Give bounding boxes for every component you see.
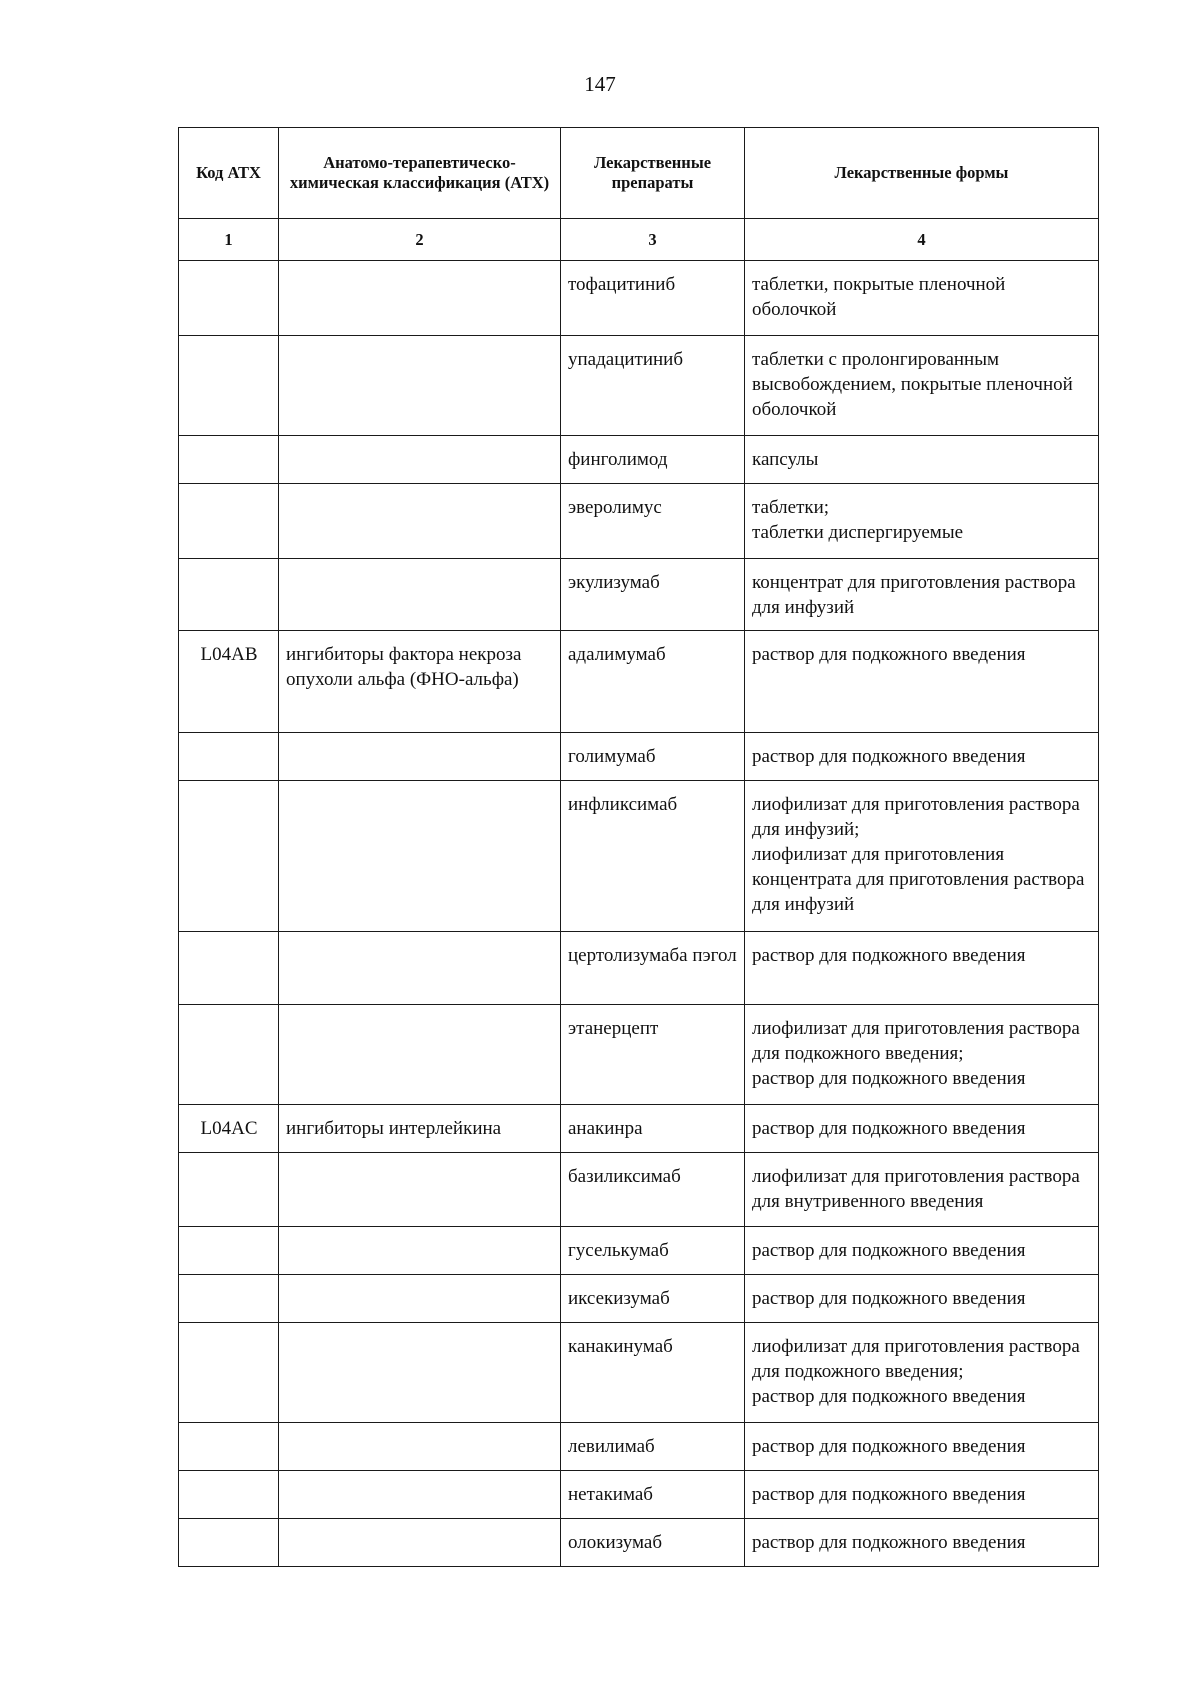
dosage-form-cell: таблетки; таблетки диспергируемые — [745, 484, 1099, 559]
drug-name-cell: анакинра — [561, 1105, 745, 1153]
table-row — [179, 1005, 1099, 1105]
table-row — [179, 1227, 1099, 1275]
table-row — [179, 1153, 1099, 1227]
atx-drug-table — [178, 127, 1099, 1567]
column-number: 1 — [179, 219, 279, 261]
atx-code-cell — [179, 436, 279, 484]
dosage-form-cell: лиофилизат для приготовления раствора для подкожного введения; раствор для подкожного введения — [745, 1323, 1099, 1423]
atx-class-cell — [279, 1005, 561, 1105]
atx-code-cell — [179, 1227, 279, 1275]
atx-code-cell — [179, 733, 279, 781]
atx-class-cell: ингибиторы интерлейкина — [279, 1105, 561, 1153]
atx-class-cell — [279, 559, 561, 631]
table-row — [179, 1275, 1099, 1323]
drug-name-cell: финголимод — [561, 436, 745, 484]
column-number: 2 — [279, 219, 561, 261]
atx-class-cell — [279, 932, 561, 1005]
header-atx-code: Код АТХ — [179, 128, 279, 219]
atx-class-cell — [279, 733, 561, 781]
atx-code-cell — [179, 261, 279, 336]
atx-class-cell — [279, 1227, 561, 1275]
table-row — [179, 631, 1099, 733]
table-row — [179, 733, 1099, 781]
atx-code-cell — [179, 781, 279, 932]
drug-name-cell: гуселькумаб — [561, 1227, 745, 1275]
atx-class-cell — [279, 1323, 561, 1423]
drug-name-cell: базиликсимаб — [561, 1153, 745, 1227]
drug-name-cell: инфликсимаб — [561, 781, 745, 932]
atx-class-cell — [279, 436, 561, 484]
atx-class-cell: ингибиторы фактора некроза опухоли альфа (ФНО-альфа) — [279, 631, 561, 733]
dosage-form-cell: капсулы — [745, 436, 1099, 484]
dosage-form-cell: раствор для подкожного введения — [745, 1519, 1099, 1567]
drug-name-cell: эверолимус — [561, 484, 745, 559]
table-row — [179, 1423, 1099, 1471]
atx-class-cell — [279, 781, 561, 932]
atx-code-cell — [179, 1323, 279, 1423]
page-number: 147 — [584, 72, 616, 96]
table-row — [179, 436, 1099, 484]
drug-name-cell: этанерцепт — [561, 1005, 745, 1105]
drug-name-cell: голимумаб — [561, 733, 745, 781]
dosage-form-cell: таблетки, покрытые пленочной оболочкой — [745, 261, 1099, 336]
dosage-form-cell: раствор для подкожного введения — [745, 1227, 1099, 1275]
column-number-row — [179, 219, 1099, 261]
atx-class-cell — [279, 484, 561, 559]
dosage-form-cell: раствор для подкожного введения — [745, 1105, 1099, 1153]
table-row — [179, 781, 1099, 932]
dosage-form-cell: лиофилизат для приготовления раствора для инфузий; лиофилизат для приготовления концентрата для приготовления раствора для инфузий — [745, 781, 1099, 932]
table-row — [179, 1471, 1099, 1519]
atx-class-cell — [279, 1153, 561, 1227]
dosage-form-cell: раствор для подкожного введения — [745, 1471, 1099, 1519]
atx-class-cell — [279, 1519, 561, 1567]
atx-code-cell: L04AB — [179, 631, 279, 733]
table-row — [179, 484, 1099, 559]
header-drugs: Лекарственные препараты — [561, 128, 745, 219]
header-dosage-forms: Лекарственные формы — [745, 128, 1099, 219]
atx-class-cell — [279, 336, 561, 436]
column-number: 3 — [561, 219, 745, 261]
atx-code-cell — [179, 932, 279, 1005]
table-row — [179, 559, 1099, 631]
dosage-form-cell: раствор для подкожного введения — [745, 932, 1099, 1005]
table-row — [179, 1323, 1099, 1423]
atx-class-cell — [279, 1423, 561, 1471]
drug-name-cell: цертолизумаба пэгол — [561, 932, 745, 1005]
drug-name-cell: канакинумаб — [561, 1323, 745, 1423]
drug-name-cell: нетакимаб — [561, 1471, 745, 1519]
dosage-form-cell: лиофилизат для приготовления раствора для внутривенного введения — [745, 1153, 1099, 1227]
table-row — [179, 336, 1099, 436]
drug-name-cell: левилимаб — [561, 1423, 745, 1471]
drug-name-cell: экулизумаб — [561, 559, 745, 631]
dosage-form-cell: лиофилизат для приготовления раствора для подкожного введения; раствор для подкожного введения — [745, 1005, 1099, 1105]
column-number: 4 — [745, 219, 1099, 261]
header-atx-classification: Анатомо-терапевтическо-химическая классификация (АТХ) — [279, 128, 561, 219]
atx-class-cell — [279, 1275, 561, 1323]
dosage-form-cell: таблетки с пролонгированным высвобождением, покрытые пленочной оболочкой — [745, 336, 1099, 436]
dosage-form-cell: раствор для подкожного введения — [745, 733, 1099, 781]
drug-name-cell: адалимумаб — [561, 631, 745, 733]
drug-name-cell: тофацитиниб — [561, 261, 745, 336]
atx-code-cell: L04AC — [179, 1105, 279, 1153]
table-header-row — [179, 128, 1099, 219]
atx-code-cell — [179, 559, 279, 631]
dosage-form-cell: раствор для подкожного введения — [745, 1275, 1099, 1323]
table-row — [179, 1519, 1099, 1567]
drug-name-cell: олокизумаб — [561, 1519, 745, 1567]
drug-name-cell: иксекизумаб — [561, 1275, 745, 1323]
atx-code-cell — [179, 1153, 279, 1227]
dosage-form-cell: концентрат для приготовления раствора для инфузий — [745, 559, 1099, 631]
atx-code-cell — [179, 1275, 279, 1323]
atx-code-cell — [179, 484, 279, 559]
atx-code-cell — [179, 1005, 279, 1105]
table-row — [179, 261, 1099, 336]
atx-class-cell — [279, 261, 561, 336]
table-row — [179, 1105, 1099, 1153]
drug-name-cell: упадацитиниб — [561, 336, 745, 436]
table-row — [179, 932, 1099, 1005]
atx-code-cell — [179, 1519, 279, 1567]
atx-code-cell — [179, 1423, 279, 1471]
atx-class-cell — [279, 1471, 561, 1519]
dosage-form-cell: раствор для подкожного введения — [745, 631, 1099, 733]
atx-code-cell — [179, 336, 279, 436]
dosage-form-cell: раствор для подкожного введения — [745, 1423, 1099, 1471]
atx-code-cell — [179, 1471, 279, 1519]
